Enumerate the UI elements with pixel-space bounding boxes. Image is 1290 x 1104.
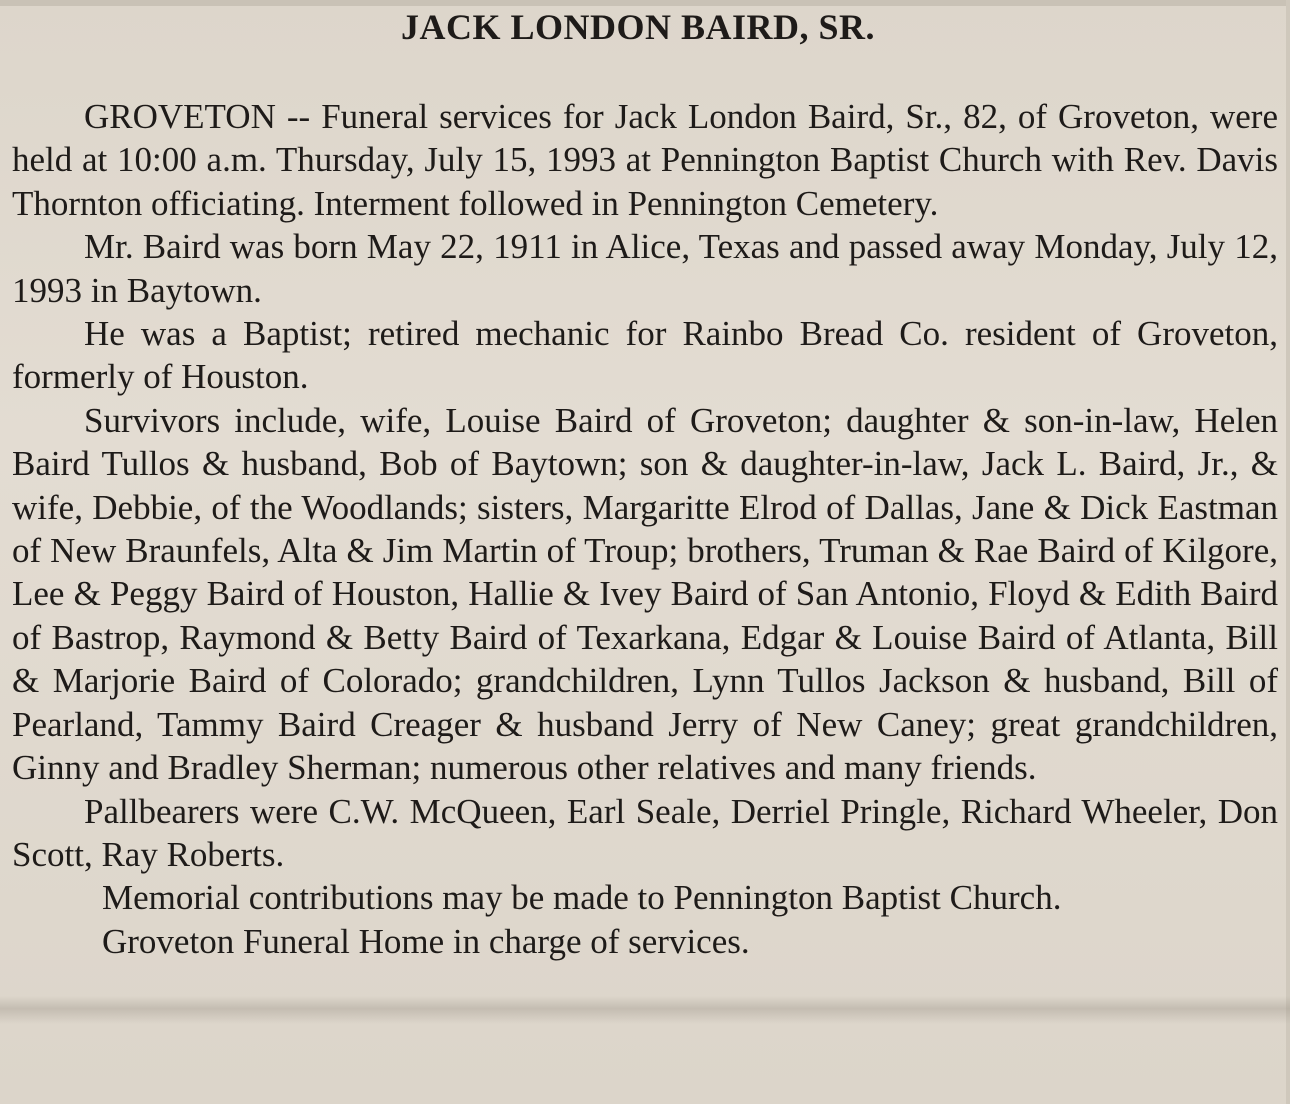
paragraph-survivors: Survivors include, wife, Louise Baird of Groveton; daughter & son-in-law, Helen Baird Tullos & husband, Bob of Baytown; son & daughter-in-law, Jack L. Baird, Jr., & wife, Debbie, of the Woodlands; sisters, Margaritte Elrod of Dallas, Jane & Dick Eastman of New Braunfels, Alta & Jim Martin of Troup; brothers, Truman & Rae Baird of Kilgore, Lee & Peggy Baird of Houston, Hallie & Ivey Baird of San Antonio, Floyd & Edith Baird of Bastrop, Raymond & Betty Baird of Texarkana, Edgar & Louise Baird of Atlanta, Bill & Marjorie Baird of Colorado; grandchildren, Lynn Tullos Jackson & husband, Bill of Pearland, Tammy Baird Creager & husband Jerry of New Caney; great grandchildren, Ginny and Bradley Sherman; numerous other relatives and many friends.	[12, 400, 1278, 788]
paragraph-occupation: He was a Baptist; retired mechanic for Rainbo Bread Co. resident of Groveton, formerly of Houston.	[12, 314, 1278, 397]
obituary-body	[12, 95, 1278, 963]
paragraph-pallbearers: Pallbearers were C.W. McQueen, Earl Seale, Derriel Pringle, Richard Wheeler, Don Scott, Ray Roberts.	[12, 791, 1278, 874]
obituary-headline: JACK LONDON BAIRD, SR.	[400, 7, 876, 47]
paper-fold-crease	[0, 996, 1290, 1024]
paragraph-memorial: Memorial contributions may be made to Pennington Baptist Church.	[102, 878, 1062, 918]
paragraph-birth-death: Mr. Baird was born May 22, 1911 in Alice, Texas and passed away Monday, July 12, 1993 in Baytown.	[12, 227, 1278, 310]
clipping-right-edge	[1286, 0, 1290, 1104]
clipping-top-edge	[0, 0, 1290, 6]
paragraph-funeral-services: GROVETON -- Funeral services for Jack London Baird, Sr., 82, of Groveton, were held at 10:00 a.m. Thursday, July 15, 1993 at Pennington Baptist Church with Rev. Davis Thornton officiating. Interment followed in Pennington Cemetery.	[12, 97, 1278, 223]
paragraph-funeral-home: Groveton Funeral Home in charge of services.	[102, 921, 750, 961]
